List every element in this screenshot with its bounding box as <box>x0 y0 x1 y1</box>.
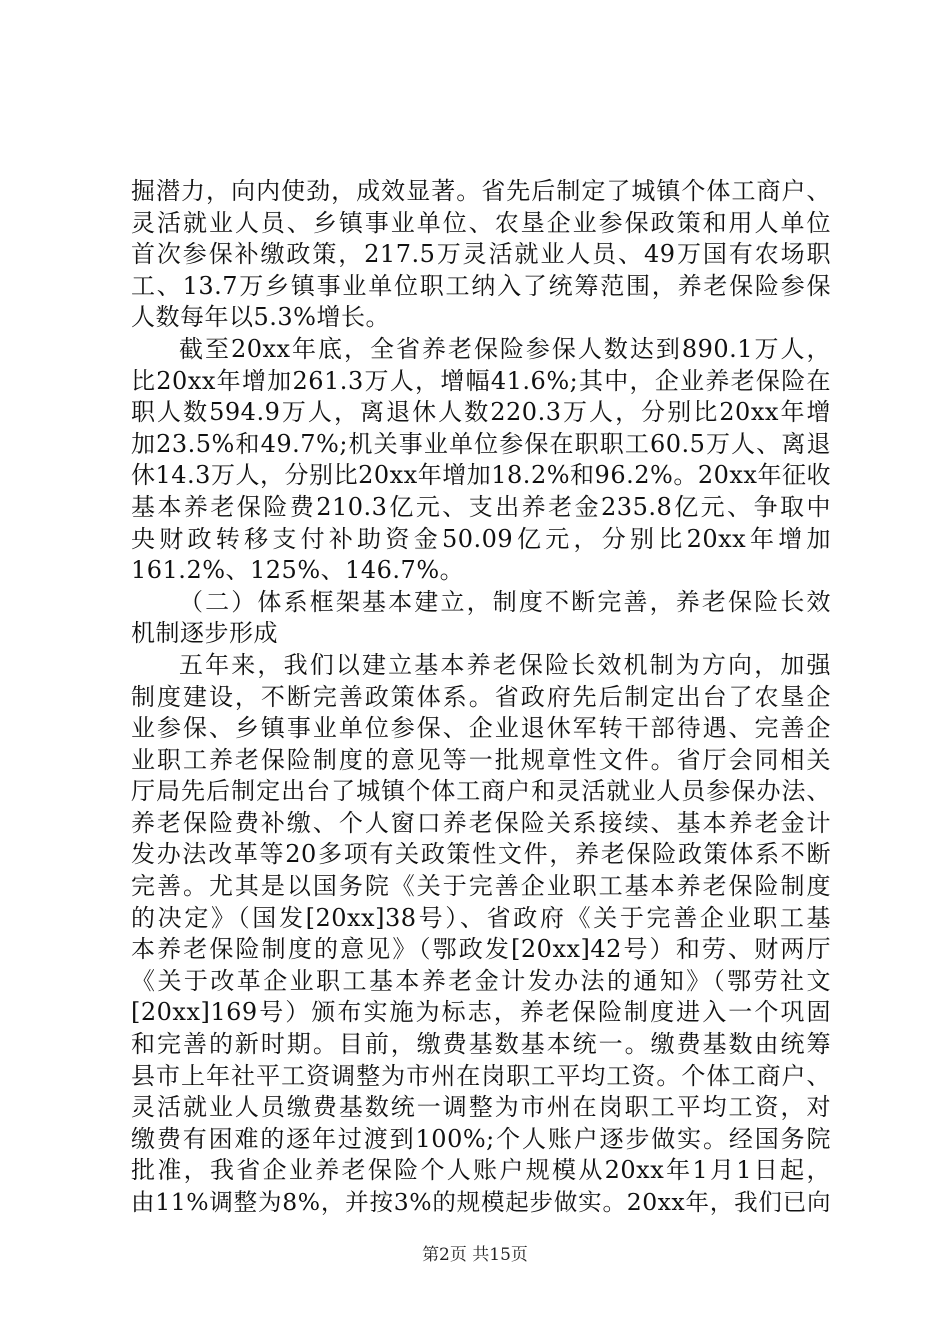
text-line: 161.2%、125%、146.7%。 <box>131 556 465 585</box>
text-line: 制度建设，不断完善政策体系。省政府先后制定出台了农垦企 <box>131 682 831 711</box>
text-line: 基本养老保险费210.3亿元、支出养老金235.8亿元、争取中 <box>131 492 831 521</box>
page-footer: 第2页 共15页 <box>422 1245 528 1265</box>
text-line: 加23.5%和49.7%;机关事业单位参保在职职工60.5万人、离退 <box>131 429 831 458</box>
text-line: （二）体系框架基本建立，制度不断完善，养老保险长效 <box>179 587 831 616</box>
text-line: 休14.3万人，分别比20xx年增加18.2%和96.2%。20xx年征收 <box>131 461 831 490</box>
text-line: 掘潜力，向内使劲，成效显著。省先后制定了城镇个体工商户、 <box>131 177 831 205</box>
text-line: 业参保、乡镇事业单位参保、企业退休军转干部待遇、完善企 <box>131 714 831 743</box>
text-line: 的决定》（国发[20xx]38号）、省政府《关于完善企业职工基 <box>131 903 831 932</box>
text-line: 和完善的新时期。目前，缴费基数基本统一。缴费基数由统筹 <box>131 1030 831 1059</box>
text-line: 灵活就业人员、乡镇事业单位、农垦企业参保政策和用人单位 <box>131 208 831 237</box>
text-line: 首次参保补缴政策，217.5万灵活就业人员、49万国有农场职 <box>131 240 831 269</box>
text-line: 职人数594.9万人，离退休人数220.3万人，分别比20xx年增 <box>131 398 831 427</box>
text-line: 《关于改革企业职工基本养老金计发办法的通知》（鄂劳社文 <box>131 966 831 995</box>
text-line: 县市上年社平工资调整为市州在岗职工平均工资。个体工商户、 <box>131 1061 831 1090</box>
text-line: 五年来，我们以建立基本养老保险长效机制为方向，加强 <box>179 650 831 679</box>
text-line: 灵活就业人员缴费基数统一调整为市州在岗职工平均工资，对 <box>131 1093 831 1122</box>
text-line: 养老保险费补缴、个人窗口养老保险关系接续、基本养老金计 <box>131 808 831 837</box>
text-line: 业职工养老保险制度的意见等一批规章性文件。省厅会同相关 <box>131 745 831 774</box>
text-line: 央财政转移支付补助资金50.09亿元，分别比20xx年增加 <box>131 524 831 553</box>
text-line: 本养老保险制度的意见》（鄂政发[20xx]42号）和劳、财两厅 <box>131 935 831 964</box>
text-line: 批准，我省企业养老保险个人账户规模从20xx年1月1日起， <box>131 1156 831 1185</box>
text-line: 缴费有困难的逐年过渡到100%;个人账户逐步做实。经国务院 <box>131 1124 831 1153</box>
text-line: [20xx]169号）颁布实施为标志，养老保险制度进入一个巩固 <box>131 998 831 1027</box>
text-line: 工、13.7万乡镇事业单位职工纳入了统筹范围，养老保险参保 <box>131 271 831 300</box>
text-line: 完善。尤其是以国务院《关于完善企业职工基本养老保险制度 <box>131 872 831 901</box>
text-line: 截至20xx年底，全省养老保险参保人数达到890.1万人， <box>179 334 831 363</box>
text-line: 人数每年以5.3%增长。 <box>131 303 390 332</box>
document-body <box>131 176 831 1219</box>
text-line: 机制逐步形成 <box>131 619 278 648</box>
text-line: 由11%调整为8%，并按3%的规模起步做实。20xx年，我们已向 <box>131 1188 831 1216</box>
text-line: 比20xx年增加261.3万人，增幅41.6%;其中，企业养老保险在 <box>131 366 831 395</box>
text-line: 发办法改革等20多项有关政策性文件，养老保险政策体系不断 <box>131 840 831 869</box>
text-line: 厅局先后制定出台了城镇个体工商户和灵活就业人员参保办法、 <box>131 777 831 806</box>
